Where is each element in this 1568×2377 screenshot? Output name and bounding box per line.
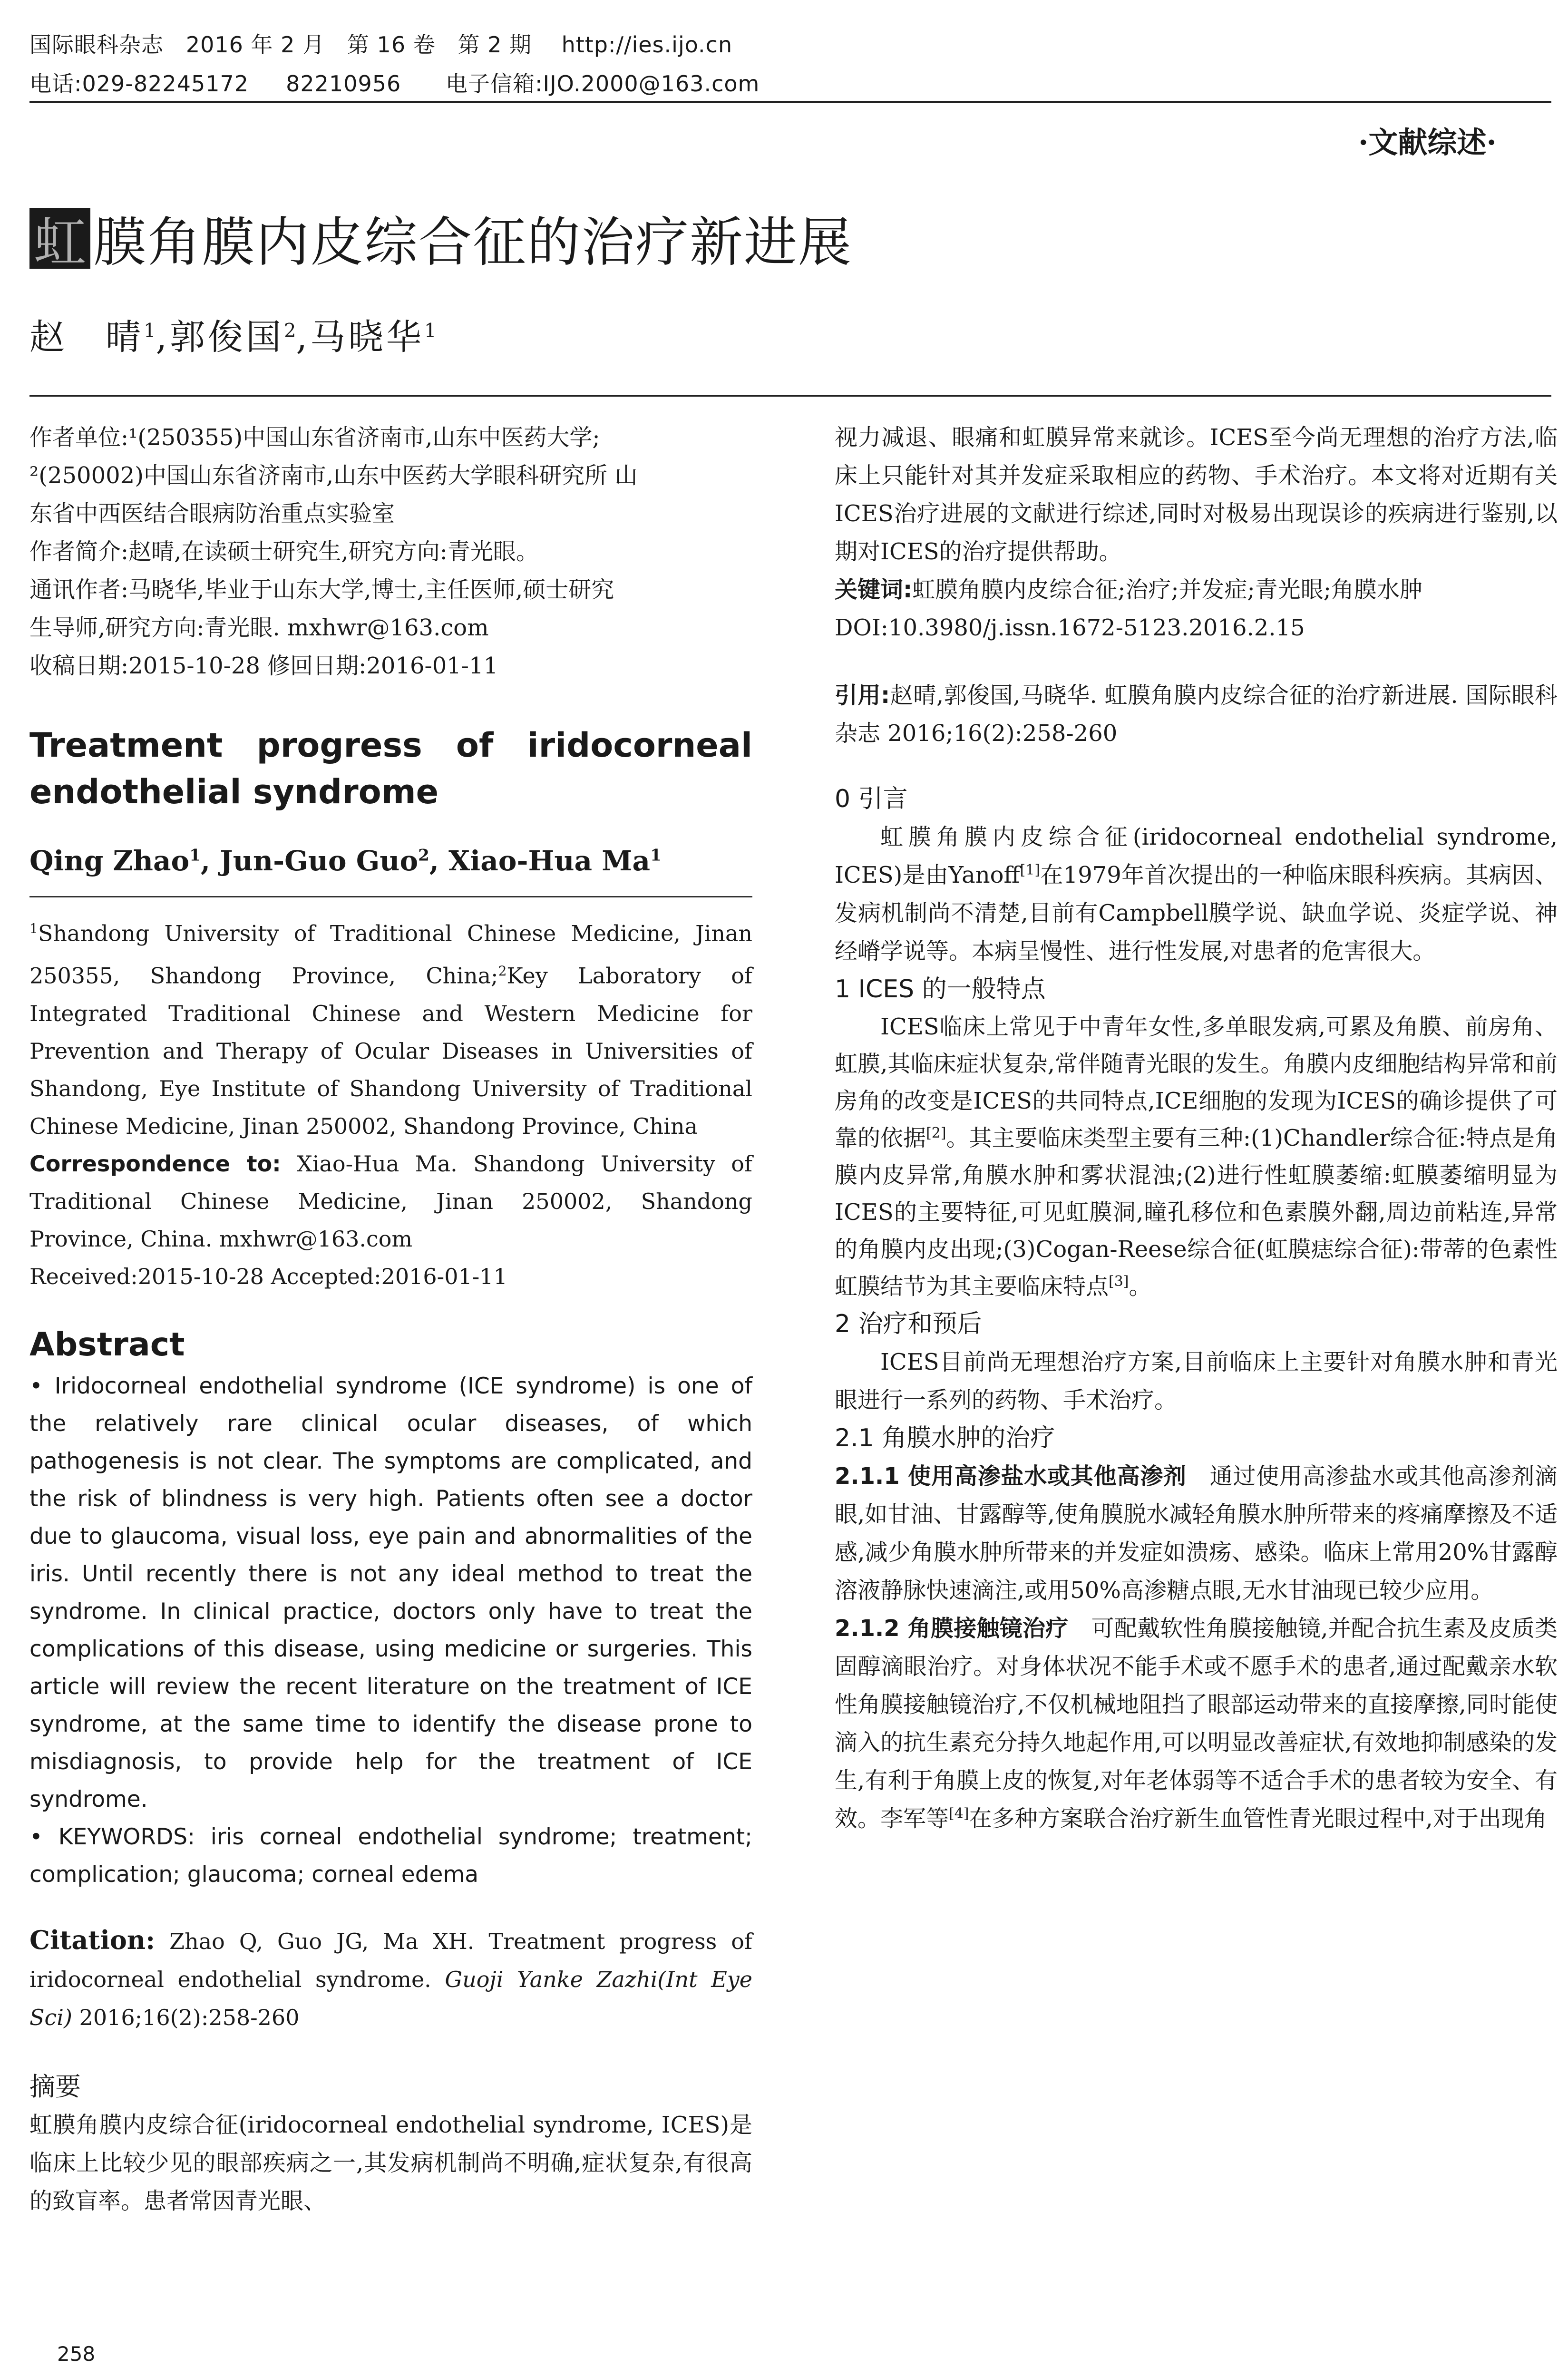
ref-3: [3] [1109,1273,1129,1290]
citation-journal: Guoji Yanke Zazhi(Int Eye Sci) [29,1966,752,2030]
english-authors-rule [29,896,752,897]
cn-abstract-body: 虹膜角膜内皮综合征(iridocorneal endothelial syndrome, ICES)是临床上比较少见的眼部疾病之一,其发病机制尚不明确,症状复杂,有很高的致盲率。患者常因青光眼、 [29,2111,752,2214]
section-tag: ·文献综述· [1358,125,1497,160]
author-3: ,马晓华 [296,317,424,358]
affil-sup-1: 1 [29,921,38,936]
section-2-1-2-heading: 2.1.2 角膜接触镜治疗 [835,1615,1069,1642]
citation-tail: 2016;16(2):258-260 [72,2004,300,2030]
header-rule [29,101,1551,103]
english-affiliations [29,910,752,1296]
section-2-1-1-para [835,1457,1558,1609]
author-2: ,郭俊国 [156,317,284,358]
abstract-heading: Abstract [29,1325,185,1364]
corresponding-author-line1: 通讯作者:马晓华,毕业于山东大学,博士,主任医师,硕士研究 [29,576,614,603]
left-column [29,419,752,2220]
english-dates: Received:2015-10-28 Accepted:2016-01-11 [29,1263,507,1289]
ref-4: [4] [949,1805,969,1822]
author-info [29,419,752,685]
author-1: 赵 晴 [29,317,144,358]
citation-text: Zhao Q, Guo JG, Ma XH. Treatment progress of iridocorneal endothelial syndrome. [29,1928,752,1992]
author-1-sup: 1 [144,320,156,342]
authors-cn [29,309,436,360]
p1-b: 。其主要临床类型主要有三种:(1)Chandler综合征:特点是角膜内皮异常,角膜水肿和雾状混浊;(2)进行性虹膜萎缩:虹膜萎缩明显为ICES的主要特征,可见虹膜洞,瞳孔移位和色素膜外翻,周边前粘连,异常的角膜内皮出现;(3)Cogan-Reese综合征(虹膜痣综合征):带蒂的色素性虹膜结节为其主要临床特点 [835,1125,1558,1300]
doi: DOI:10.3980/j.issn.1672-5123.2016.2.15 [835,614,1305,641]
p212-b: 在多种方案联合治疗新生血管性青光眼过程中,对于出现角 [969,1805,1547,1832]
cn-citation-text: 赵晴,郭俊国,马晓华. 虹膜角膜内皮综合征的治疗新进展. 国际眼科杂志 2016;16(2):258-260 [835,682,1558,747]
affil-1: Shandong University of Traditional Chinese Medicine, Jinan 250355, Shandong Province, China; [29,920,752,989]
journal-header-line1: 国际眼科杂志 2016 年 2 月 第 16 卷 第 2 期 http://ies.ijo.cn [29,32,733,58]
en-author-1: Qing Zhao [29,845,190,877]
citation-label: Citation: [29,1924,156,1955]
section-0-para [835,818,1558,970]
cn-keywords [835,571,1558,609]
abstract-keywords: • KEYWORDS: iris corneal endothelial syndrome; treatment; complication; glaucoma; corneal edema [29,1823,752,1888]
abstract-body: • Iridocorneal endothelial syndrome (ICE syndrome) is one of the relatively rare clinical ocular diseases, of which pathogenesis is not clear. The symptoms are complicated, and the risk of blindness is very high. Patients often see a doctor due to glaucoma, visual loss, eye pain and abnormalities of the iris. Until recently there is not any ideal method to treat the syndrome. In clinical practice, doctors only have to treat the complications of this disease, using medicine or surgeries. This article will review the recent literature on the treatment of ICE syndrome, at the same time to identify the disease prone to misdiagnosis, to provide help for the treatment of ICE syndrome. [29,1373,752,1812]
ref-2: [2] [926,1125,946,1141]
right-column [835,419,1558,1838]
correspondence-label: Correspondence to: [29,1150,281,1177]
section-2-para: ICES目前尚无理想治疗方案,目前临床上主要针对角膜水肿和青光眼进行一系列的药物、手术治疗。 [835,1349,1558,1413]
affiliation-text [29,910,752,1145]
english-title: Treatment progress of iridocorneal endothelial syndrome [29,726,752,811]
correspondence [29,1145,752,1258]
p0-a: 虹膜角膜内皮综合征(iridocorneal endothelial syndrome, ICES)是由Yanoff [835,824,1558,888]
p212-a: 可配戴软性角膜接触镜,并配合抗生素及皮质类固醇滴眼治疗。对身体状况不能手术或不愿手术的患者,通过配戴亲水软性角膜接触镜治疗,不仅机械地阻挡了眼部运动带来的直接摩擦,同时能使滴入的抗生素充分持久地起作用,可以明显改善症状,有效地抑制感染的发生,有利于角膜上皮的恢复,对年老体弱等不适合手术的患者较为安全、有效。李军等 [835,1615,1558,1832]
p211-text: 通过使用高渗盐水或其他高渗剂滴眼,如甘油、甘露醇等,使角膜脱水减轻角膜水肿所带来的疼痛摩擦及不适感,减少角膜水肿所带来的并发症如溃疡、感染。临床上常用20%甘露醇溶液静脉快速滴注,或用50%高渗糖点眼,无水甘油现已较少应用。 [835,1463,1558,1604]
cn-abstract-heading: 摘要 [29,2071,81,2102]
section-0-heading: 0 引言 [835,785,908,813]
en-author-3-sup: 1 [650,846,662,865]
cn-keywords-text: 虹膜角膜内皮综合征;治疗;并发症;青光眼;角膜水肿 [912,576,1422,603]
correspondence-text: Xiao-Hua Ma. Shandong University of Traditional Chinese Medicine, Jinan 250002, Shandong Province, China. mxhwr@163.com [29,1150,753,1252]
cn-abstract-continued: 视力减退、眼痛和虹膜异常来就诊。ICES至今尚无理想的治疗方法,临床上只能针对其并发症采取相应的药物、手术治疗。本文将对近期有关ICES治疗进展的文献进行综述,同时对极易出现误诊的疾病进行鉴别,以期对ICES的治疗提供帮助。 [835,424,1558,565]
corresponding-author-line2: 生导师,研究方向:青光眼. mxhwr@163.com [29,614,489,641]
author-2-sup: 2 [283,320,296,342]
article-title [29,200,852,276]
author-unit-line2: ²(250002)中国山东省济南市,山东中医药大学眼科研究所 山 [29,462,638,489]
en-author-1-sup: 1 [189,846,201,865]
section-2-1-2-para [835,1609,1558,1838]
title-first-char: 虹 [29,208,90,269]
section-1-heading: 1 ICES 的一般特点 [835,975,1046,1003]
ref-1: [1] [1020,862,1041,878]
en-author-2: , Jun-Guo Guo [200,845,419,877]
en-author-3: , Xiao-Hua Ma [429,845,651,877]
section-2-1-1-heading: 2.1.1 使用高渗盐水或其他高渗剂 [835,1463,1187,1490]
cn-citation-label: 引用: [835,682,890,709]
affil-sup-2: 2 [498,963,507,979]
title-text: 膜角膜内皮综合征的治疗新进展 [93,212,852,273]
author-unit-line3: 东省中西医结合眼病防治重点实验室 [29,500,395,527]
author-3-sup: 1 [424,320,437,342]
title-rule [29,395,1551,397]
affil-2: Key Laboratory of Integrated Traditional Chinese and Western Medicine for Prevention and Therapy of Ocular Diseases in Universities of Shandong, Eye Institute of Shandong University of Traditional Chinese Medicine, Jinan 250002, Shandong Province, China [29,963,752,1139]
section-1-para [835,1008,1558,1305]
en-author-2-sup: 2 [418,846,429,865]
english-authors [29,845,752,877]
page-number: 258 [57,2342,96,2366]
english-citation [29,1921,752,2036]
cn-citation [835,676,1558,752]
cn-keywords-label: 关键词: [835,576,913,603]
received-dates: 收稿日期:2015-10-28 修回日期:2016-01-11 [29,653,498,679]
journal-header-line2: 电话:029-82245172 82210956 电子信箱:IJO.2000@163.com [29,71,760,97]
p0-b: 在1979年首次提出的一种临床眼科疾病。其病因、发病机制尚不清楚,目前有Campbell膜学说、缺血学说、炎症学说、神经嵴学说等。本病呈慢性、进行性发展,对患者的危害很大。 [835,862,1558,964]
p1-c: 。 [1129,1273,1152,1300]
p1-a: ICES临床上常见于中青年女性,多单眼发病,可累及角膜、前房角、虹膜,其临床症状复杂,常伴随青光眼的发生。角膜内皮细胞结构异常和前房角的改变是ICES的共同特点,ICE细胞的发现为ICES的确诊提供了可靠的依据 [835,1013,1558,1151]
section-2-1-heading: 2.1 角膜水肿的治疗 [835,1424,1055,1452]
author-intro: 作者简介:赵晴,在读硕士研究生,研究方向:青光眼。 [29,538,539,565]
author-unit-line1: 作者单位:¹(250355)中国山东省济南市,山东中医药大学; [29,424,600,451]
section-2-heading: 2 治疗和预后 [835,1310,982,1338]
